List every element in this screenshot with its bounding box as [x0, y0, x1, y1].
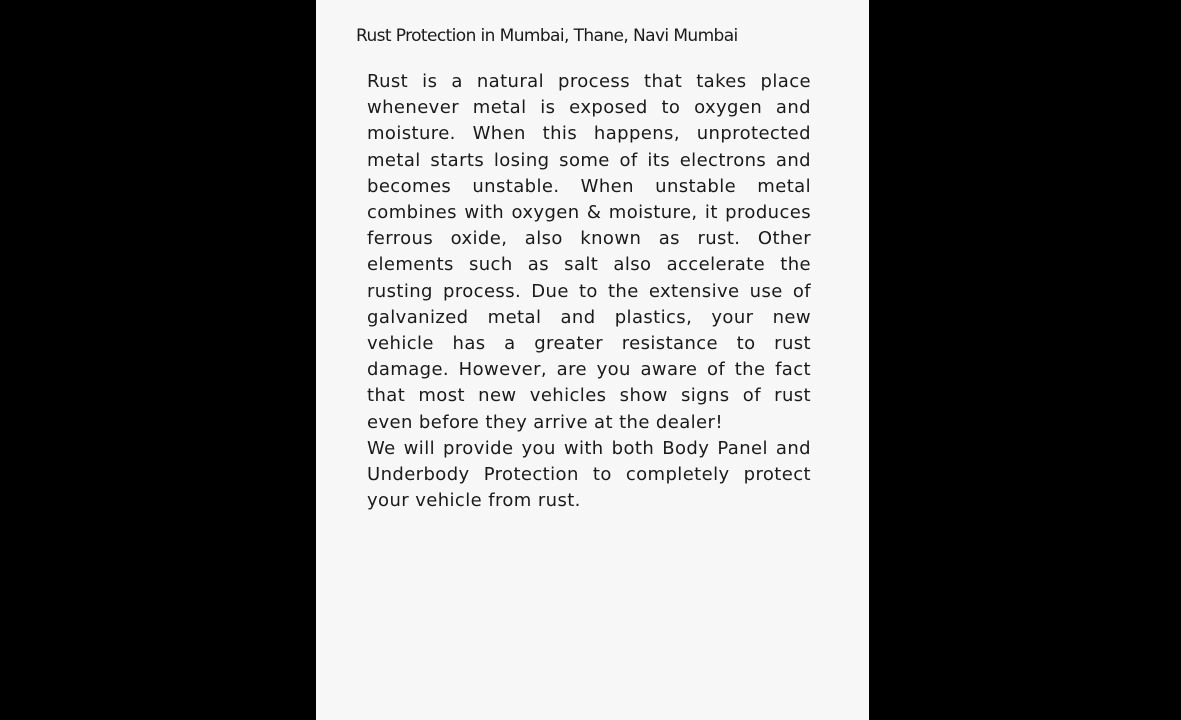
body-paragraph-2: We will provide you with both Body Panel and Underbody Protection to completely protect your vehicle from rust. — [367, 437, 811, 512]
document-title: Rust Protection in Mumbai, Thane, Navi Mumbai — [356, 26, 738, 46]
document-body — [367, 69, 811, 514]
document-page — [316, 0, 869, 720]
body-paragraph-1: Rust is a natural process that takes place whenever metal is exposed to oxygen and moisture. When this happens, unprotected metal starts losing some of its electrons and becomes unstable. When unstable metal combines with oxygen & moisture, it produces ferrous oxide, also known as rust. Other elements such as salt also accelerate the rusting process. Due to the extensive use of galvanized metal and plastics, your new vehicle has a greater resistance to rust damage. However, are you aware of the fact that most new vehicles show signs of rust even before they arrive at the dealer! — [367, 71, 811, 433]
